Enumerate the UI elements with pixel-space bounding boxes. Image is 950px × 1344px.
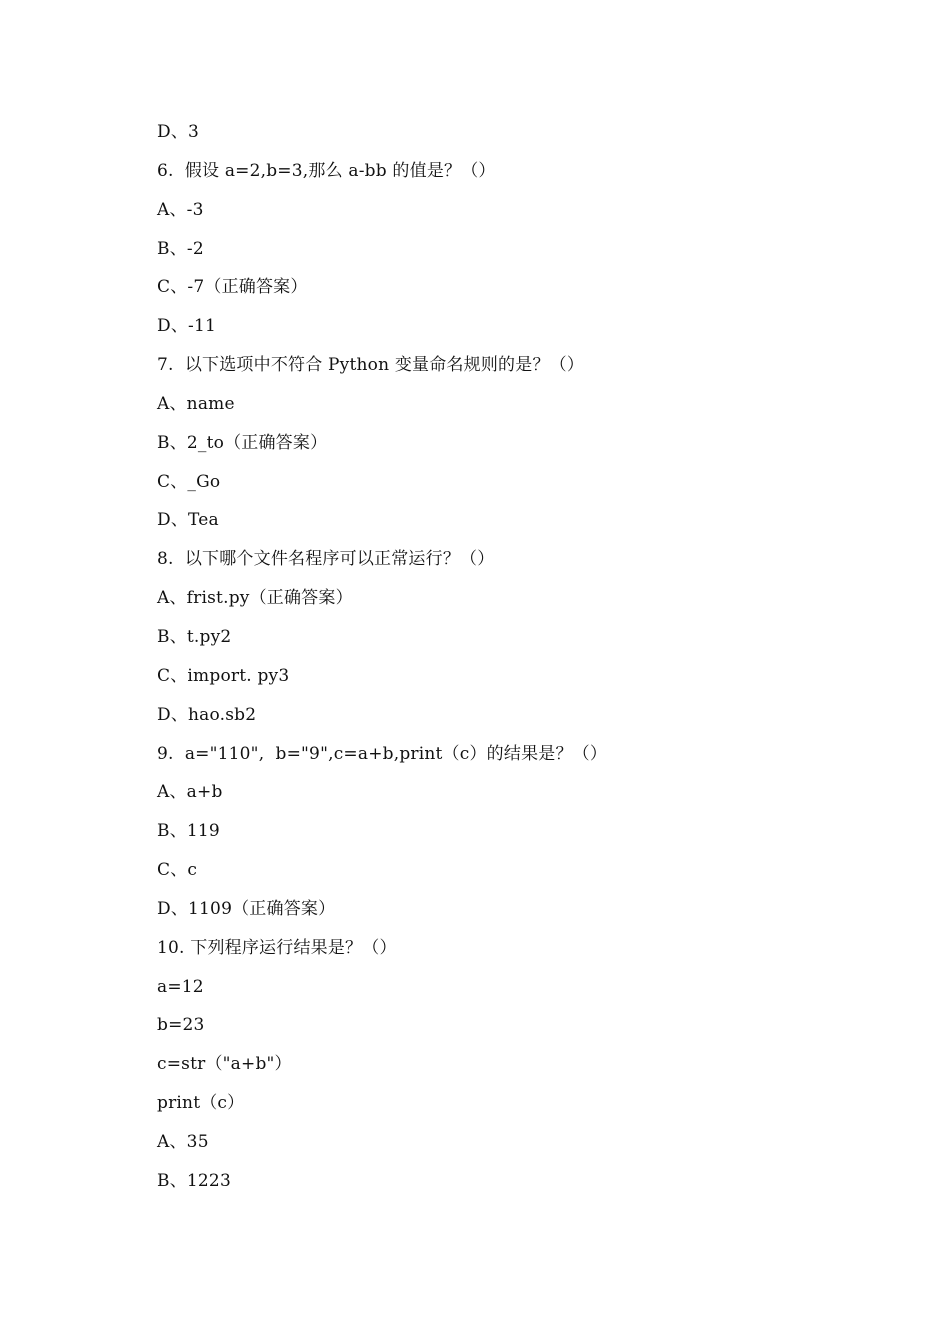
- answer-option: A、-3: [157, 199, 204, 220]
- code-line: a=12: [157, 976, 204, 997]
- answer-option: B、119: [157, 821, 220, 842]
- answer-option: C、c: [157, 860, 198, 881]
- answer-option: A、35: [157, 1131, 209, 1152]
- answer-option: A、name: [157, 393, 235, 414]
- code-line: print（c）: [157, 1093, 245, 1114]
- answer-option: B、-2: [157, 238, 204, 259]
- question-10: 10. 下列程序运行结果是？（）: [157, 937, 397, 958]
- answer-option: D、hao.sb2: [157, 704, 257, 725]
- question-6: 6. 假设 a=2,b=3,那么 a-bb 的值是？（）: [157, 160, 496, 181]
- question-8: 8. 以下哪个文件名程序可以正常运行？（）: [157, 549, 495, 570]
- answer-option: D、-11: [157, 316, 217, 337]
- answer-option: B、t.py2: [157, 626, 232, 647]
- answer-option: C、_Go: [157, 471, 221, 492]
- answer-option: D、3: [157, 122, 200, 142]
- question-7: 7. 以下选项中不符合 Python 变量命名规则的是？（）: [157, 355, 585, 376]
- answer-option-correct: A、frist.py（正确答案）: [157, 588, 353, 609]
- answer-option: C、import. py3: [157, 665, 290, 686]
- code-line: b=23: [157, 1015, 205, 1036]
- code-line: c=str（"a+b"）: [157, 1054, 292, 1075]
- answer-option: D、Tea: [157, 510, 219, 531]
- question-9: 9. a="110", b="9",c=a+b,print（c）的结果是？（）: [157, 743, 608, 764]
- answer-option-correct: D、1109（正确答案）: [157, 898, 336, 919]
- answer-option-correct: B、2_to（正确答案）: [157, 432, 328, 453]
- answer-option: A、a+b: [157, 782, 223, 803]
- answer-option: B、1223: [157, 1170, 231, 1191]
- answer-option-correct: C、-7（正确答案）: [157, 277, 308, 298]
- document-body: [157, 119, 877, 1207]
